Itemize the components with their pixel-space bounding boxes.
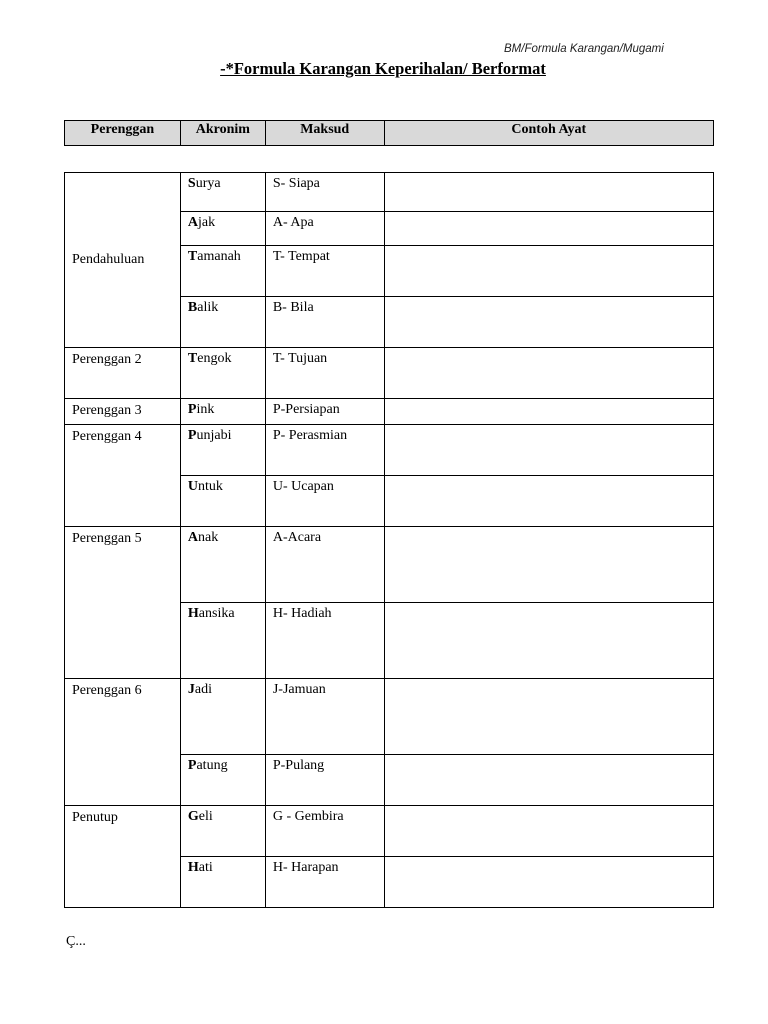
example-sentence-cell[interactable] [384, 527, 713, 603]
example-sentence-cell[interactable] [384, 755, 713, 806]
maksud-cell: J-Jamuan [265, 679, 384, 755]
column-header-perenggan: Perenggan [65, 121, 181, 146]
table-row [65, 679, 714, 755]
example-sentence-cell[interactable] [384, 425, 713, 476]
table-row [65, 348, 714, 399]
column-header-contoh-ayat: Contoh Ayat [384, 121, 713, 146]
maksud-cell: S- Siapa [265, 173, 384, 212]
paragraph-cell: Perenggan 5 [65, 527, 181, 679]
akronim-cell: Pink [180, 399, 265, 425]
maksud-cell: P-Pulang [265, 755, 384, 806]
akronim-cell: Geli [180, 806, 265, 857]
akronim-cell: Surya [180, 173, 265, 212]
maksud-cell: A- Apa [265, 212, 384, 246]
akronim-cell: Jadi [180, 679, 265, 755]
table-row [65, 399, 714, 425]
maksud-cell: P-Persiapan [265, 399, 384, 425]
example-sentence-cell[interactable] [384, 297, 713, 348]
maksud-cell: P- Perasmian [265, 425, 384, 476]
formula-table [64, 172, 714, 908]
akronim-cell: Anak [180, 527, 265, 603]
maksud-cell: B- Bila [265, 297, 384, 348]
maksud-cell: T- Tujuan [265, 348, 384, 399]
page-title: -*Formula Karangan Keperihalan/ Berformat [220, 59, 546, 78]
header-note: BM/Formula Karangan/Mugami [504, 43, 664, 55]
paragraph-cell: Perenggan 3 [65, 399, 181, 425]
akronim-cell: Tamanah [180, 246, 265, 297]
example-sentence-cell[interactable] [384, 399, 713, 425]
paragraph-cell: Perenggan 2 [65, 348, 181, 399]
table-row [65, 527, 714, 603]
akronim-cell: Hansika [180, 603, 265, 679]
example-sentence-cell[interactable] [384, 603, 713, 679]
example-sentence-cell[interactable] [384, 806, 713, 857]
example-sentence-cell[interactable] [384, 679, 713, 755]
footer-mark: Ç... [66, 934, 86, 949]
example-sentence-cell[interactable] [384, 857, 713, 908]
column-header-maksud: Maksud [265, 121, 384, 146]
maksud-cell: H- Hadiah [265, 603, 384, 679]
column-header-akronim: Akronim [180, 121, 265, 146]
paragraph-cell: Perenggan 4 [65, 425, 181, 527]
example-sentence-cell[interactable] [384, 348, 713, 399]
maksud-cell: A-Acara [265, 527, 384, 603]
akronim-cell: Hati [180, 857, 265, 908]
akronim-cell: Untuk [180, 476, 265, 527]
akronim-cell: Ajak [180, 212, 265, 246]
table-row [65, 173, 714, 212]
akronim-cell: Balik [180, 297, 265, 348]
table-row [65, 806, 714, 857]
maksud-cell: U- Ucapan [265, 476, 384, 527]
example-sentence-cell[interactable] [384, 212, 713, 246]
paragraph-cell: Perenggan 6 [65, 679, 181, 806]
paragraph-cell: Pendahuluan [65, 173, 181, 348]
table-row [65, 425, 714, 476]
paragraph-cell: Penutup [65, 806, 181, 908]
column-header-table [64, 120, 714, 146]
akronim-cell: Tengok [180, 348, 265, 399]
maksud-cell: T- Tempat [265, 246, 384, 297]
akronim-cell: Patung [180, 755, 265, 806]
example-sentence-cell[interactable] [384, 476, 713, 527]
maksud-cell: H- Harapan [265, 857, 384, 908]
akronim-cell: Punjabi [180, 425, 265, 476]
example-sentence-cell[interactable] [384, 173, 713, 212]
maksud-cell: G - Gembira [265, 806, 384, 857]
example-sentence-cell[interactable] [384, 246, 713, 297]
